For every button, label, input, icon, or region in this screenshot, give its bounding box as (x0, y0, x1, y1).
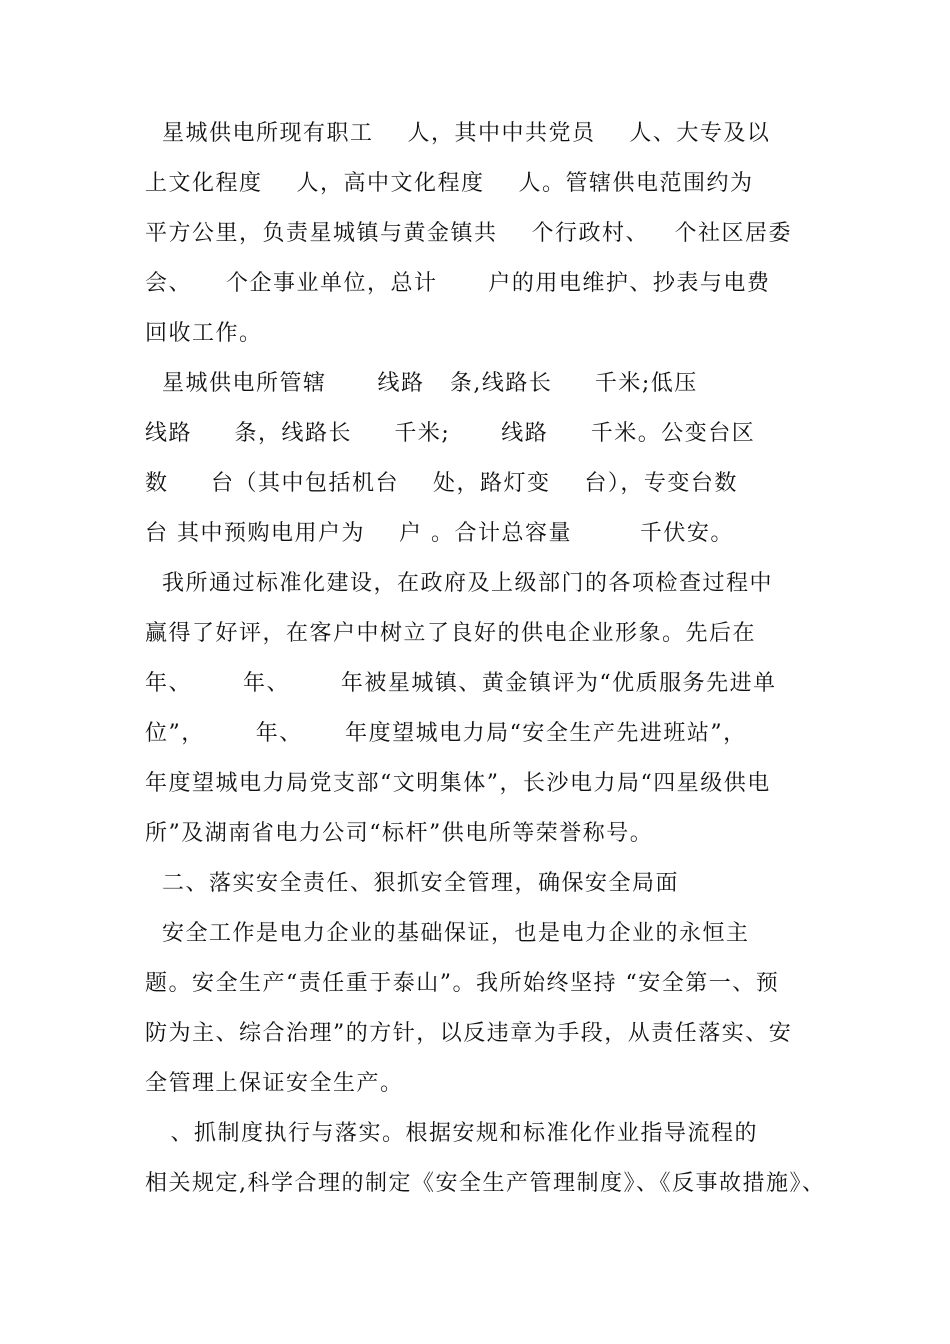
text-line-12: 年、 年、 年被星城镇、黄金镇评为“优质服务先进单 (145, 671, 777, 696)
text-line-8: 数 台（其中包括机台 处，路灯变 台），专变台数 (145, 471, 738, 496)
text-line-9: 台 其中预购电用户为 户 。合计总容量 千伏安。 (145, 521, 734, 546)
text-line-6: 星城供电所管辖 线路 条,线路长 千米;低压 (145, 371, 698, 396)
text-line-21: 、抓制度执行与落实。根据安规和标准化作业指导流程的 (145, 1121, 758, 1146)
text-line-13: 位”， 年、 年度望城电力局“安全生产先进班站”， (145, 721, 747, 746)
text-line-20: 全管理上保证安全生产。 (145, 1071, 404, 1096)
text-line-3: 平方公里，负责星城镇与黄金镇共 个行政村、 个社区居委 (145, 221, 792, 246)
section-heading: 二、落实安全责任、狠抓安全管理，确保安全局面 (145, 871, 679, 896)
text-line-7: 线路 条，线路长 千米; 线路 千米。公变台区 (145, 421, 756, 446)
text-line-15: 所”及湖南省电力公司“标杆”供电所等荣誉称号。 (145, 821, 654, 846)
text-line-2: 上文化程度 人，高中文化程度 人。管辖供电范围约为 (145, 171, 754, 196)
text-line-22: 相关规定,科学合理的制定《安全生产管理制度》、《反事故措施》、 (145, 1171, 826, 1196)
text-line-14: 年度望城电力局党支部“文明集体”，长沙电力局“四星级供电 (145, 771, 771, 796)
text-line-19: 防为主、综合治理”的方针，以反违章为手段，从责任落实、安 (145, 1021, 793, 1046)
text-line-1: 星城供电所现有职工 人，其中中共党员 人、大专及以 (145, 121, 771, 146)
text-line-11: 赢得了好评，在客户中树立了良好的供电企业形象。先后在 (145, 621, 757, 646)
text-line-10: 我所通过标准化建设，在政府及上级部门的各项检查过程中 (145, 571, 773, 596)
text-line-4: 会、 个企事业单位，总计 户的用电维护、抄表与电费 (145, 271, 771, 296)
text-line-5: 回收工作。 (145, 321, 263, 346)
text-line-18: 题。安全生产“责任重于泰山”。我所始终坚持 “安全第一、预 (145, 971, 780, 996)
text-line-17: 安全工作是电力企业的基础保证，也是电力企业的永恒主 (145, 921, 750, 946)
